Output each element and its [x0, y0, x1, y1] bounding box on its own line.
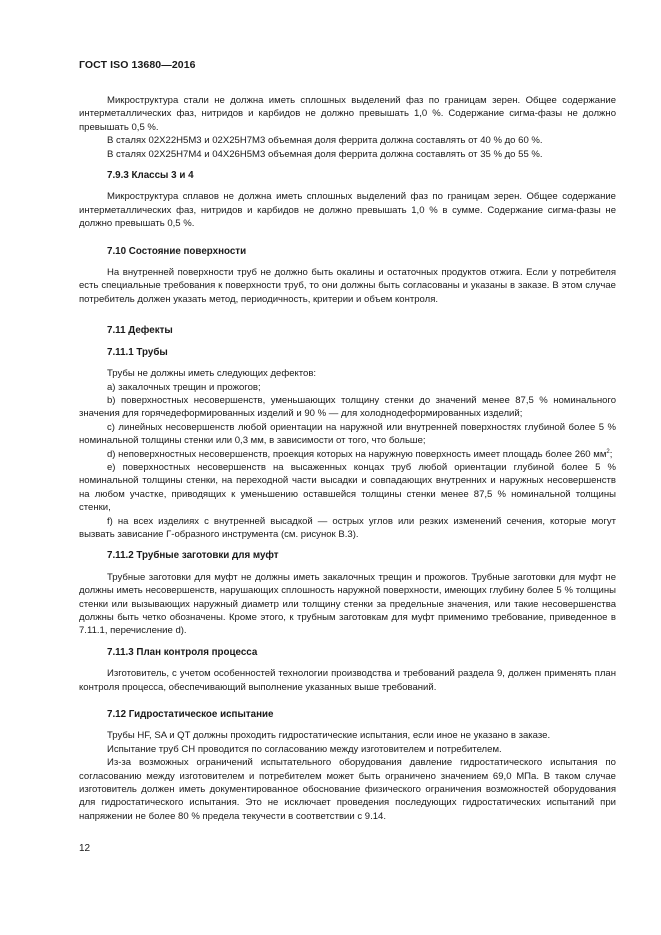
paragraph: Микроструктура стали не должна иметь сплошных выделений фаз по границам зерен. Общее содержание интерметаллических фаз, нитридов и карбидов не должно превышать 1,0 %. Содержание сигма-фазы не должно превышать 0,5 %. [79, 95, 616, 133]
spacer [79, 694, 616, 708]
section-heading: 7.9.3 Классы 3 и 4 [107, 170, 194, 182]
section-heading: 7.11.3 План контроля процесса [107, 646, 258, 658]
section-heading: 7.11 Дефекты [107, 325, 173, 337]
paragraph: В сталях 02Х22Н5М3 и 02Х25Н7М3 объемная доля феррита должна составлять от 40 % до 60 %. [107, 135, 543, 147]
document-body [79, 94, 616, 823]
section-heading: 7.11.2 Трубные заготовки для муфт [107, 550, 279, 562]
spacer [79, 659, 616, 667]
section-heading: 7.12 Гидростатическое испытание [107, 709, 274, 721]
spacer [79, 563, 616, 571]
paragraph: Трубные заготовки для муфт не должны иметь закалочных трещин и прожогов. Трубные заготовки для муфт не должны иметь несовершенств, нарушающих сплошность наружной поверхности, имеющих глубину более 5 % толщины стенки или вызывающих наружный диаметр или толщину стенки за предельные значения, или такие несовершенства должны быть четко обозначены. Кроме этого, к трубным заготовкам для муфт применимо требование, приведенное в 7.11.1, перечисление d). [79, 571, 616, 637]
paragraph: Микроструктура сплавов не должна иметь сплошных выделений фаз по границам зерен. Общее содержание интерметаллических фаз, нитридов и карбидов не должно превышать 1,0 % в сумме. Содержание сигма-фазы не должно превышать 0,5 %. [79, 191, 616, 230]
spacer [79, 161, 616, 169]
paragraph: c) линейных несовершенств любой ориентации на наружной или внутренней поверхностях глубиной более 5 % номинальной толщины стенки или 0,3 мм, в зависимости от того, что больше; [79, 421, 616, 447]
spacer [79, 258, 616, 266]
paragraph: а) закалочных трещин и прожогов; [107, 381, 261, 393]
spacer [79, 306, 616, 324]
section-heading: 7.11.1 Трубы [107, 346, 168, 358]
spacer [79, 359, 616, 367]
paragraph: f) на всех изделиях с внутренней высадкой — острых углов или резких изменений сечения, которые могут вызвать зависание Г-образного инструмента (см. рисунок В.3). [79, 515, 616, 540]
paragraph: e) поверхностных несовершенств на высаженных концах труб любой ориентации глубиной более 5 % номинальной толщины стенки, на переходной части высадки и совпадающих внутренних и наружных несовершенств на любом участке, приводящих к уменьшению оставшейся толщины стенки менее 87,5 % номинальной толщины стенки, [79, 461, 616, 514]
superscript: 2 [606, 448, 610, 455]
paragraph: На внутренней поверхности труб не должно быть окалины и остаточных продуктов отжига. Если у потребителя есть специальные требования к поверхности труб, то они должны быть согласованы и указаны в заказе. В этом случае потребитель должен указать метод, периодичность, критерии и объем контроля. [79, 267, 616, 305]
spacer [79, 182, 616, 190]
paragraph: Трубы не должны иметь следующих дефектов: [107, 368, 317, 380]
spacer [79, 338, 616, 346]
page-number: 12 [79, 843, 91, 854]
spacer [79, 541, 616, 549]
paragraph: В сталях 02Х25Н7М4 и 04Х26Н5М3 объемная доля феррита должна составлять от 35 % до 55 %. [107, 148, 543, 160]
paragraph: d) неповерхностных несовершенств, проекция которых на наружную поверхность имеет площадь более 260 $мм^2$; [107, 448, 613, 460]
document-header: ГОСТ ISO 13680—2016 [79, 59, 196, 71]
paragraph: Изготовитель, с учетом особенностей технологии производства и требований раздела 9, должен применять план контроля процесса, обеспечивающий выполнение указанных выше требований. [79, 668, 616, 693]
section-heading: 7.10 Состояние поверхности [107, 245, 247, 257]
spacer [79, 231, 616, 245]
spacer [79, 721, 616, 729]
paragraph: Трубы HF, SA и QT должны проходить гидростатические испытания, если иное не указано в заказе. [107, 730, 551, 742]
paragraph: Из-за возможных ограничений испытательного оборудования давление гидростатического испытания по согласованию между изготовителем и потребителем может быть ограничено значением 69,0 МПа. В таком случае изготовитель должен иметь документированное обоснование физического ограничения возможностей оборудования для гидростатического испытания. Это не исключает проведения последующих гидростатических испытаний при напряжении не более 80 % предела текучести в соответствии с 9.14. [79, 757, 616, 822]
paragraph: b) поверхностных несовершенств, уменьшающих толщину стенки до значений менее 87,5 % номинального значения для горячедеформированных изделий и 90 % — для холоднодеформированных изделий; [79, 394, 616, 420]
paragraph: Испытание труб СН проводится по согласованию между изготовителем и потребителем. [107, 743, 502, 755]
spacer [79, 638, 616, 646]
